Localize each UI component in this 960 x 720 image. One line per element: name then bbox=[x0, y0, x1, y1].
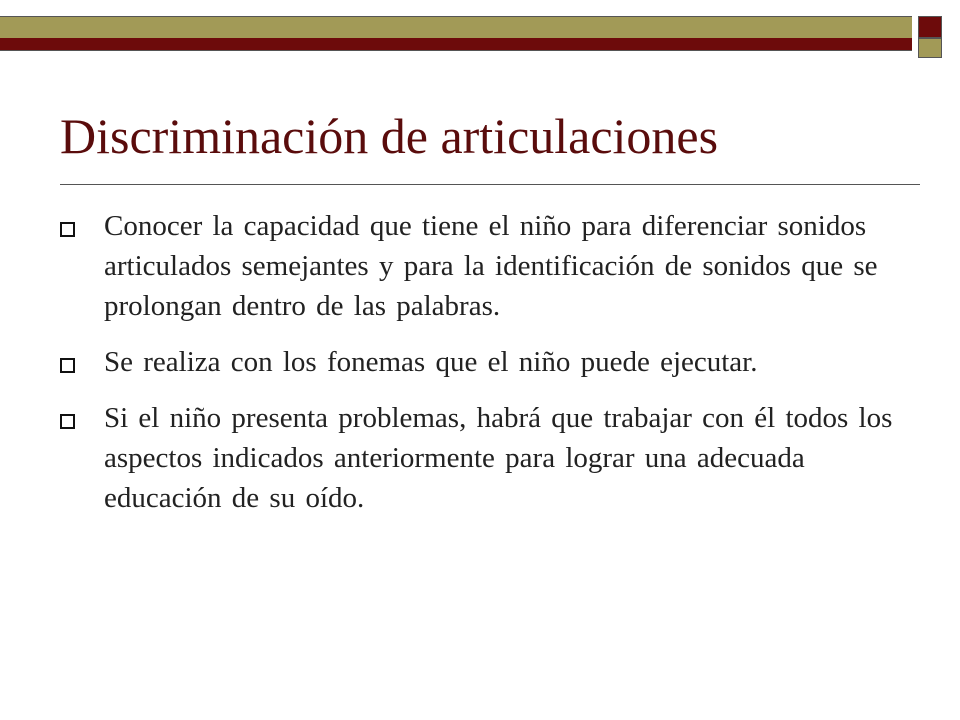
corner-decoration-bottom bbox=[918, 38, 942, 58]
bullet-item bbox=[60, 342, 905, 382]
corner-decoration-top bbox=[918, 16, 942, 38]
bullet-text: Se realiza con los fonemas que el niño puede ejecutar. bbox=[104, 346, 758, 378]
header-olive-band bbox=[0, 17, 912, 39]
hollow-square-icon bbox=[60, 358, 75, 373]
bullet-item bbox=[60, 206, 905, 326]
header-decoration-bar bbox=[0, 16, 912, 51]
bullet-text: Conocer la capacidad que tiene el niño para diferenciar sonidos articulados semejantes y para la identificación de sonidos que se prolongan dentro de las palabras. bbox=[104, 210, 878, 322]
hollow-square-icon bbox=[60, 222, 75, 237]
header-maroon-band bbox=[0, 38, 912, 50]
bullet-list bbox=[60, 206, 905, 534]
bullet-text: Si el niño presenta problemas, habrá que trabajar con él todos los aspectos indicados anteriormente para lograr una adecuada educación de su oído. bbox=[104, 402, 893, 514]
slide-title: Discriminación de articulaciones bbox=[60, 108, 719, 164]
title-divider bbox=[60, 184, 920, 185]
hollow-square-icon bbox=[60, 414, 75, 429]
bullet-item bbox=[60, 398, 905, 518]
